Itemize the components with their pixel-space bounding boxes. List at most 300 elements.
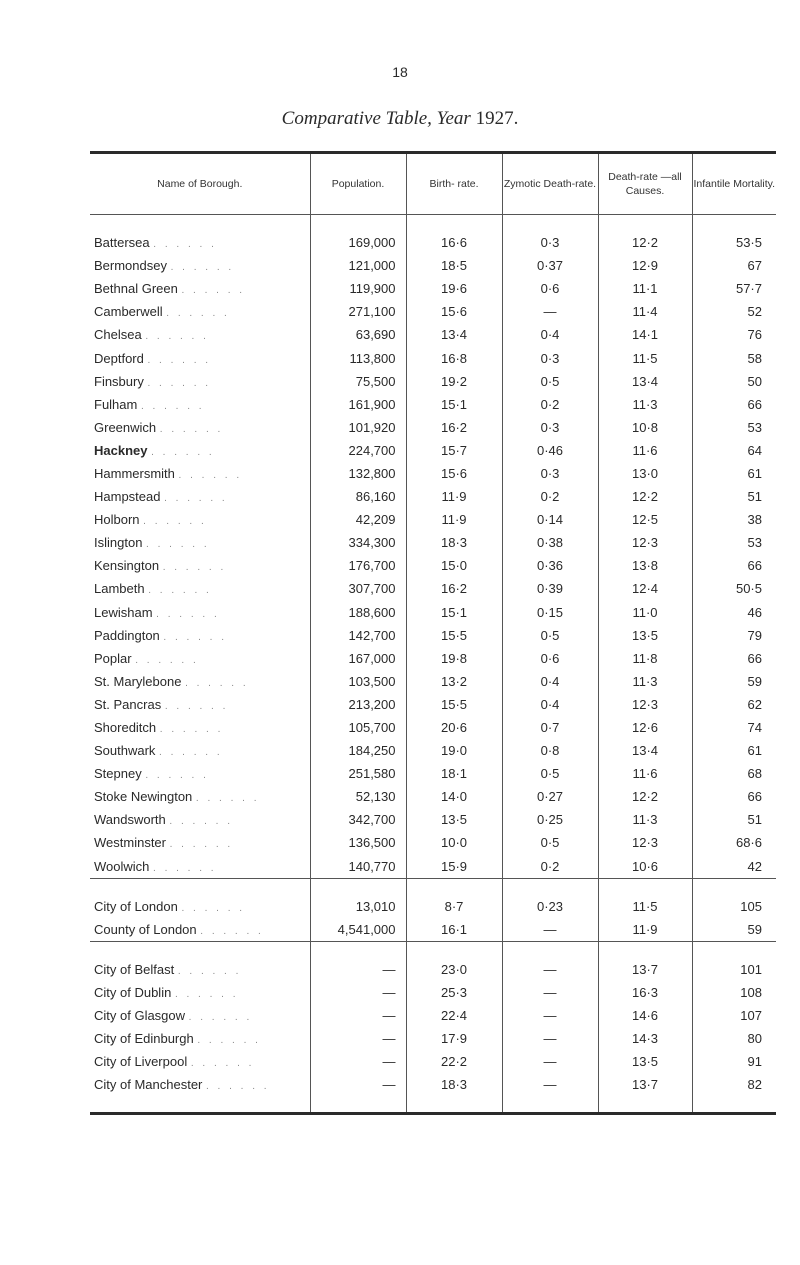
infantile-mortality-cell: 74 — [692, 716, 776, 739]
leader-dots: . . . . . . — [143, 516, 207, 528]
leader-dots: . . . . . . — [185, 677, 249, 689]
infantile-mortality-cell: 46 — [692, 601, 776, 624]
borough-name: Battersea — [94, 235, 150, 251]
spacer-cell — [598, 215, 692, 232]
death-rate-cell: 11·6 — [598, 762, 692, 785]
spacer-cell — [692, 941, 776, 958]
city-row — [90, 958, 776, 981]
zymotic-rate-cell: 0·8 — [502, 739, 598, 762]
spacer-cell — [502, 1096, 598, 1112]
name-cell — [90, 670, 310, 693]
borough-name: Southwark — [94, 743, 156, 759]
name-cell — [90, 277, 310, 300]
leader-dots: . . . . . . — [166, 308, 230, 320]
population-cell: 13,010 — [310, 895, 406, 918]
population-cell: 251,580 — [310, 762, 406, 785]
borough-name: Fulham — [94, 396, 138, 412]
city-row — [90, 981, 776, 1004]
death-rate-cell: 11·5 — [598, 895, 692, 918]
zymotic-rate-cell: 0·2 — [502, 855, 598, 879]
name-cell — [90, 1073, 310, 1096]
death-rate-cell: 14·1 — [598, 323, 692, 346]
death-rate-cell: 12·6 — [598, 716, 692, 739]
leader-dots: . . . . . . — [151, 446, 215, 458]
spacer-cell — [406, 1096, 502, 1112]
birth-rate-cell: 10·0 — [406, 831, 502, 854]
leader-dots: . . . . . . — [140, 400, 205, 412]
city-row — [90, 1050, 776, 1073]
population-cell: 113,800 — [310, 346, 406, 369]
borough-name: City of Liverpool — [94, 1054, 188, 1070]
death-rate-cell: 11·3 — [598, 670, 692, 693]
borough-name: Woolwich — [94, 858, 150, 874]
leader-dots: . . . . . . — [181, 285, 246, 297]
infantile-mortality-cell: 79 — [692, 624, 776, 647]
birth-rate-cell: 15·9 — [406, 855, 502, 879]
spacer-cell — [502, 215, 598, 232]
spacer-cell — [310, 878, 406, 895]
name-cell — [90, 601, 310, 624]
birth-rate-cell: 18·5 — [406, 254, 502, 277]
death-rate-cell: 12·2 — [598, 485, 692, 508]
population-cell: 86,160 — [310, 485, 406, 508]
death-rate-cell: 13·7 — [598, 1073, 692, 1096]
header-population: Population. — [310, 154, 406, 215]
zymotic-rate-cell: 0·4 — [502, 670, 598, 693]
population-cell: 334,300 — [310, 531, 406, 554]
infantile-mortality-cell: 58 — [692, 346, 776, 369]
death-rate-cell: 12·3 — [598, 831, 692, 854]
borough-row — [90, 624, 776, 647]
birth-rate-cell: 22·4 — [406, 1004, 502, 1027]
birth-rate-cell: 13·4 — [406, 323, 502, 346]
population-cell: 271,100 — [310, 300, 406, 323]
infantile-mortality-cell: 62 — [692, 693, 776, 716]
name-cell — [90, 895, 310, 918]
infantile-mortality-cell: 105 — [692, 895, 776, 918]
borough-row — [90, 370, 776, 393]
spacer-cell — [90, 215, 310, 232]
spacer-cell — [692, 1096, 776, 1112]
death-rate-cell: 11·6 — [598, 439, 692, 462]
population-cell: 224,700 — [310, 439, 406, 462]
population-cell: 161,900 — [310, 393, 406, 416]
borough-row — [90, 647, 776, 670]
death-rate-cell: 11·4 — [598, 300, 692, 323]
header-infantile: Infantile Mortality. — [692, 154, 776, 215]
spacer-cell — [692, 878, 776, 895]
zymotic-rate-cell: 0·5 — [502, 624, 598, 647]
birth-rate-cell: 14·0 — [406, 785, 502, 808]
name-cell — [90, 716, 310, 739]
zymotic-rate-cell: — — [502, 981, 598, 1004]
spacer-cell — [598, 878, 692, 895]
birth-rate-cell: 15·7 — [406, 439, 502, 462]
borough-row — [90, 346, 776, 369]
zymotic-rate-cell: 0·46 — [502, 439, 598, 462]
name-cell — [90, 981, 310, 1004]
infantile-mortality-cell: 61 — [692, 462, 776, 485]
zymotic-rate-cell: 0·5 — [502, 762, 598, 785]
borough-row — [90, 300, 776, 323]
death-rate-cell: 11·0 — [598, 601, 692, 624]
death-rate-cell: 13·7 — [598, 958, 692, 981]
birth-rate-cell: 13·2 — [406, 670, 502, 693]
leader-dots: . . . . . . — [145, 770, 209, 782]
zymotic-rate-cell: 0·2 — [502, 393, 598, 416]
borough-name: County of London — [94, 921, 197, 937]
leader-dots: . . . . . . — [206, 1081, 270, 1093]
zymotic-rate-cell: 0·4 — [502, 323, 598, 346]
borough-name: St. Marylebone — [94, 673, 182, 689]
name-cell — [90, 254, 310, 277]
zymotic-rate-cell: — — [502, 300, 598, 323]
spacer-cell — [598, 941, 692, 958]
borough-row — [90, 739, 776, 762]
borough-row — [90, 785, 776, 808]
spacer-cell — [692, 215, 776, 232]
population-cell: — — [310, 958, 406, 981]
zymotic-rate-cell: 0·14 — [502, 508, 598, 531]
death-rate-cell: 13·0 — [598, 462, 692, 485]
leader-dots: . . . . . . — [164, 700, 229, 712]
name-cell — [90, 693, 310, 716]
borough-name: Stoke Newington — [94, 789, 193, 805]
header-name: Name of Borough. — [90, 154, 310, 215]
death-rate-cell: 11·3 — [598, 393, 692, 416]
zymotic-rate-cell: 0·23 — [502, 895, 598, 918]
spacer-cell — [90, 878, 310, 895]
death-rate-cell: 11·1 — [598, 277, 692, 300]
zymotic-rate-cell: 0·25 — [502, 808, 598, 831]
infantile-mortality-cell: 64 — [692, 439, 776, 462]
population-cell: 52,130 — [310, 785, 406, 808]
borough-name: Lewisham — [94, 604, 153, 620]
name-cell — [90, 762, 310, 785]
death-rate-cell: 13·4 — [598, 739, 692, 762]
birth-rate-cell: 15·5 — [406, 624, 502, 647]
borough-name: Lambeth — [94, 581, 145, 597]
birth-rate-cell: 16·1 — [406, 918, 502, 942]
name-cell — [90, 958, 310, 981]
borough-row — [90, 670, 776, 693]
infantile-mortality-cell: 51 — [692, 808, 776, 831]
name-cell — [90, 393, 310, 416]
name-cell — [90, 1027, 310, 1050]
name-cell — [90, 855, 310, 879]
table-spacer-cities — [90, 941, 776, 958]
borough-name: City of London — [94, 898, 178, 914]
borough-name: Westminster — [94, 835, 166, 851]
name-cell — [90, 370, 310, 393]
zymotic-rate-cell: 0·6 — [502, 647, 598, 670]
population-cell: 132,800 — [310, 462, 406, 485]
population-cell: 136,500 — [310, 831, 406, 854]
name-cell — [90, 416, 310, 439]
borough-row — [90, 323, 776, 346]
population-cell: 119,900 — [310, 277, 406, 300]
name-cell — [90, 808, 310, 831]
spacer-cell — [502, 878, 598, 895]
birth-rate-cell: 19·0 — [406, 739, 502, 762]
birth-rate-cell: 15·6 — [406, 462, 502, 485]
leader-dots: . . . . . . — [188, 1012, 253, 1024]
borough-row — [90, 808, 776, 831]
infantile-mortality-cell: 66 — [692, 785, 776, 808]
borough-name: Bermondsey — [94, 258, 167, 274]
leader-dots: . . . . . . — [197, 1035, 261, 1047]
name-cell — [90, 346, 310, 369]
leader-dots: . . . . . . — [159, 724, 224, 736]
borough-name: City of Dublin — [94, 984, 172, 1000]
zymotic-rate-cell: 0·36 — [502, 554, 598, 577]
birth-rate-cell: 15·5 — [406, 693, 502, 716]
population-cell: 121,000 — [310, 254, 406, 277]
birth-rate-cell: 16·8 — [406, 346, 502, 369]
city-row — [90, 1027, 776, 1050]
name-cell — [90, 647, 310, 670]
infantile-mortality-cell: 67 — [692, 254, 776, 277]
infantile-mortality-cell: 66 — [692, 554, 776, 577]
infantile-mortality-cell: 66 — [692, 647, 776, 670]
page-title — [0, 108, 800, 130]
zymotic-rate-cell: 0·38 — [502, 531, 598, 554]
borough-row — [90, 439, 776, 462]
table-spacer-top — [90, 215, 776, 232]
birth-rate-cell: 17·9 — [406, 1027, 502, 1050]
name-cell — [90, 554, 310, 577]
population-cell: 169,000 — [310, 231, 406, 254]
spacer-cell — [406, 878, 502, 895]
zymotic-rate-cell: — — [502, 1073, 598, 1096]
death-rate-cell: 12·3 — [598, 693, 692, 716]
death-rate-cell: 16·3 — [598, 981, 692, 1004]
name-cell — [90, 323, 310, 346]
borough-row — [90, 762, 776, 785]
population-cell: — — [310, 981, 406, 1004]
birth-rate-cell: 19·2 — [406, 370, 502, 393]
leader-dots: . . . . . . — [174, 988, 239, 1000]
infantile-mortality-cell: 50·5 — [692, 577, 776, 600]
name-cell — [90, 785, 310, 808]
zymotic-rate-cell: 0·3 — [502, 346, 598, 369]
table-spacer-bottom — [90, 1096, 776, 1112]
zymotic-rate-cell: 0·5 — [502, 831, 598, 854]
leader-dots: . . . . . . — [169, 816, 233, 828]
spacer-cell — [310, 941, 406, 958]
city-row — [90, 1004, 776, 1027]
borough-name: Greenwich — [94, 419, 157, 435]
death-rate-cell: 12·3 — [598, 531, 692, 554]
death-rate-cell: 12·9 — [598, 254, 692, 277]
spacer-cell — [406, 941, 502, 958]
table-spacer-london — [90, 878, 776, 895]
city-row — [90, 1073, 776, 1096]
spacer-cell — [406, 215, 502, 232]
borough-name: Hammersmith — [94, 465, 175, 481]
borough-name: City of Belfast — [94, 961, 175, 977]
page-number: 18 — [392, 64, 408, 80]
zymotic-rate-cell: 0·3 — [502, 462, 598, 485]
birth-rate-cell: 13·5 — [406, 808, 502, 831]
infantile-mortality-cell: 108 — [692, 981, 776, 1004]
infantile-mortality-cell: 101 — [692, 958, 776, 981]
name-cell — [90, 485, 310, 508]
population-cell: 188,600 — [310, 601, 406, 624]
name-cell — [90, 508, 310, 531]
population-cell: 75,500 — [310, 370, 406, 393]
population-cell: 142,700 — [310, 624, 406, 647]
infantile-mortality-cell: 53 — [692, 416, 776, 439]
birth-rate-cell: 15·6 — [406, 300, 502, 323]
leader-dots: . . . . . . — [163, 631, 227, 643]
name-cell — [90, 624, 310, 647]
spacer-cell — [502, 941, 598, 958]
borough-row — [90, 508, 776, 531]
borough-name: Hackney — [94, 442, 148, 458]
population-cell: — — [310, 1027, 406, 1050]
title-text: Comparative Table, Year — [281, 108, 471, 129]
leader-dots: . . . . . . — [147, 354, 212, 366]
infantile-mortality-cell: 59 — [692, 918, 776, 942]
leader-dots: . . . . . . — [164, 493, 228, 505]
name-cell — [90, 300, 310, 323]
zymotic-rate-cell: 0·2 — [502, 485, 598, 508]
borough-row — [90, 855, 776, 879]
birth-rate-cell: 11·9 — [406, 485, 502, 508]
borough-row — [90, 485, 776, 508]
death-rate-cell: 13·8 — [598, 554, 692, 577]
header-zymotic: Zymotic Death-rate. — [502, 154, 598, 215]
infantile-mortality-cell: 53·5 — [692, 231, 776, 254]
spacer-cell — [90, 941, 310, 958]
infantile-mortality-cell: 82 — [692, 1073, 776, 1096]
name-cell — [90, 531, 310, 554]
birth-rate-cell: 15·1 — [406, 393, 502, 416]
infantile-mortality-cell: 91 — [692, 1050, 776, 1073]
population-cell: 176,700 — [310, 554, 406, 577]
birth-rate-cell: 15·0 — [406, 554, 502, 577]
borough-name: City of Edinburgh — [94, 1031, 194, 1047]
leader-dots: . . . . . . — [159, 423, 224, 435]
zymotic-rate-cell: 0·3 — [502, 416, 598, 439]
leader-dots: . . . . . . — [195, 793, 260, 805]
infantile-mortality-cell: 59 — [692, 670, 776, 693]
zymotic-rate-cell: 0·4 — [502, 693, 598, 716]
borough-row — [90, 693, 776, 716]
spacer-cell — [598, 1096, 692, 1112]
zymotic-rate-cell: 0·7 — [502, 716, 598, 739]
leader-dots: . . . . . . — [156, 608, 220, 620]
zymotic-rate-cell: — — [502, 958, 598, 981]
death-rate-cell: 11·9 — [598, 918, 692, 942]
death-rate-cell: 12·4 — [598, 577, 692, 600]
borough-name: Islington — [94, 535, 143, 551]
death-rate-cell: 11·3 — [598, 808, 692, 831]
infantile-mortality-cell: 53 — [692, 531, 776, 554]
borough-row — [90, 462, 776, 485]
birth-rate-cell: 11·9 — [406, 508, 502, 531]
leader-dots: . . . . . . — [159, 747, 223, 759]
population-cell: 167,000 — [310, 647, 406, 670]
borough-name: Wandsworth — [94, 812, 166, 828]
leader-dots: . . . . . . — [170, 262, 235, 274]
comparative-table-container — [90, 151, 776, 1115]
population-cell: 307,700 — [310, 577, 406, 600]
population-cell: — — [310, 1073, 406, 1096]
leader-dots: . . . . . . — [177, 965, 242, 977]
infantile-mortality-cell: 52 — [692, 300, 776, 323]
birth-rate-cell: 23·0 — [406, 958, 502, 981]
borough-row — [90, 393, 776, 416]
death-rate-cell: 12·2 — [598, 785, 692, 808]
death-rate-cell: 13·4 — [598, 370, 692, 393]
borough-row — [90, 231, 776, 254]
population-cell: 63,690 — [310, 323, 406, 346]
population-cell: 105,700 — [310, 716, 406, 739]
zymotic-rate-cell: 0·39 — [502, 577, 598, 600]
death-rate-cell: 13·5 — [598, 1050, 692, 1073]
birth-rate-cell: 25·3 — [406, 981, 502, 1004]
leader-dots: . . . . . . — [190, 1058, 255, 1070]
borough-name: Stepney — [94, 766, 142, 782]
table-body — [90, 215, 776, 1113]
population-cell: 42,209 — [310, 508, 406, 531]
table-bottom-rule — [90, 1112, 776, 1115]
spacer-cell — [310, 215, 406, 232]
population-cell: 101,920 — [310, 416, 406, 439]
zymotic-rate-cell: 0·15 — [502, 601, 598, 624]
population-cell: 342,700 — [310, 808, 406, 831]
population-cell: 4,541,000 — [310, 918, 406, 942]
borough-row — [90, 531, 776, 554]
birth-rate-cell: 15·1 — [406, 601, 502, 624]
death-rate-cell: 13·5 — [598, 624, 692, 647]
population-cell: 140,770 — [310, 855, 406, 879]
death-rate-cell: 12·5 — [598, 508, 692, 531]
london-row — [90, 918, 776, 942]
birth-rate-cell: 18·1 — [406, 762, 502, 785]
borough-name: Hampstead — [94, 489, 161, 505]
header-death-rate: Death-rate —all Causes. — [598, 154, 692, 215]
population-cell: — — [310, 1050, 406, 1073]
borough-name: Camberwell — [94, 304, 163, 320]
leader-dots: . . . . . . — [135, 654, 199, 666]
death-rate-cell: 14·3 — [598, 1027, 692, 1050]
infantile-mortality-cell: 66 — [692, 393, 776, 416]
leader-dots: . . . . . . — [146, 539, 210, 551]
birth-rate-cell: 8·7 — [406, 895, 502, 918]
header-birth-rate: Birth- rate. — [406, 154, 502, 215]
borough-name: Paddington — [94, 627, 160, 643]
infantile-mortality-cell: 68·6 — [692, 831, 776, 854]
zymotic-rate-cell: — — [502, 918, 598, 942]
spacer-cell — [310, 1096, 406, 1112]
leader-dots: . . . . . . — [153, 862, 217, 874]
borough-name: Shoreditch — [94, 720, 157, 736]
birth-rate-cell: 20·6 — [406, 716, 502, 739]
borough-name: Deptford — [94, 350, 144, 366]
borough-row — [90, 601, 776, 624]
name-cell — [90, 1004, 310, 1027]
infantile-mortality-cell: 51 — [692, 485, 776, 508]
name-cell — [90, 577, 310, 600]
death-rate-cell: 10·6 — [598, 855, 692, 879]
borough-row — [90, 554, 776, 577]
infantile-mortality-cell: 50 — [692, 370, 776, 393]
infantile-mortality-cell: 42 — [692, 855, 776, 879]
borough-name: City of Glasgow — [94, 1008, 186, 1024]
